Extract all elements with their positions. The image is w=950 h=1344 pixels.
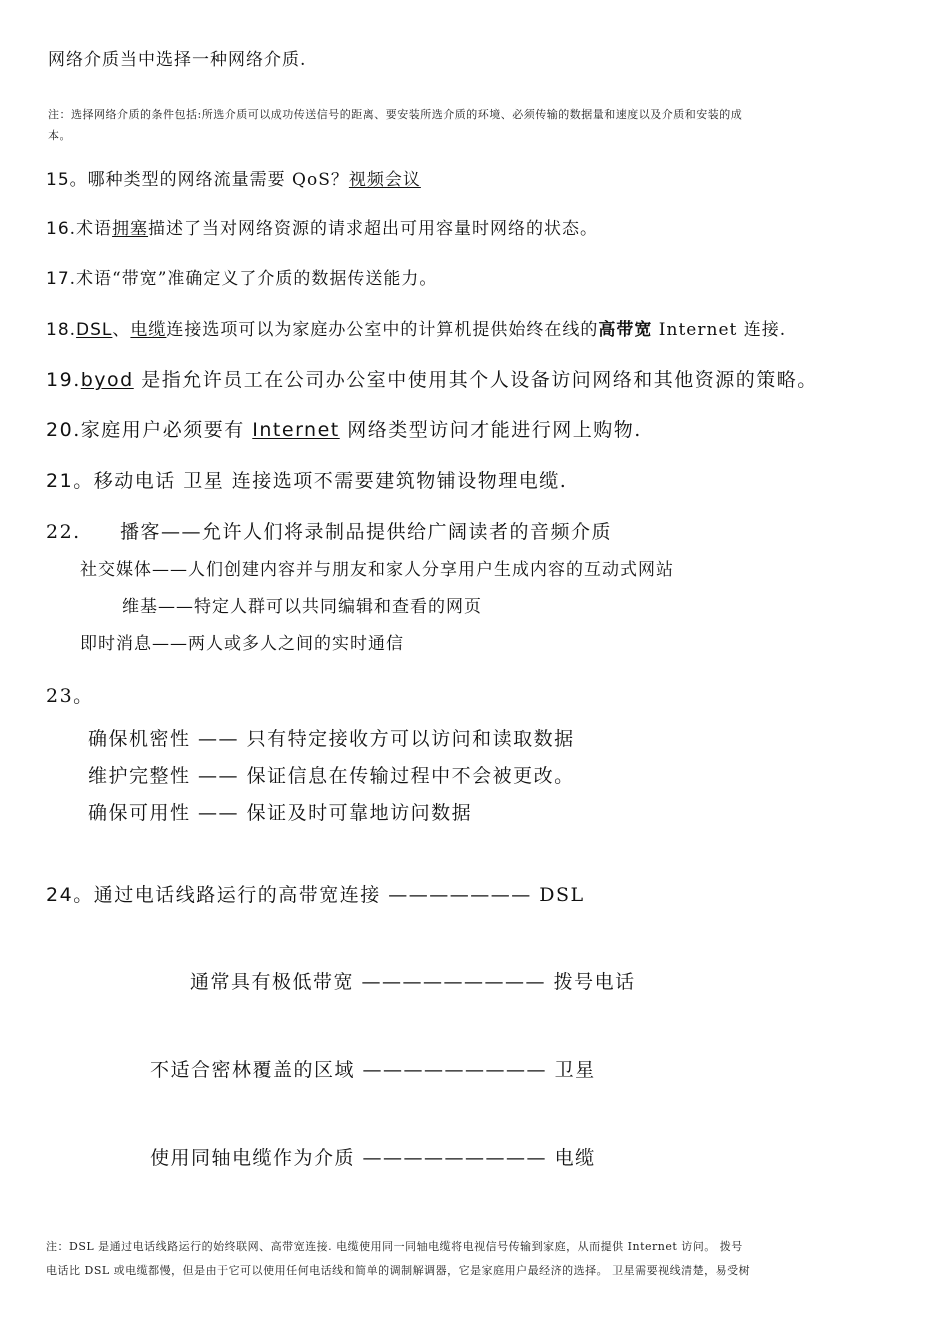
question-text: 是指允许员工在公司办公室中使用其个人设备访问网络和其他资源的策略。 xyxy=(133,369,818,391)
question-text: 。哪种类型的网络流量需要 QoS？ xyxy=(69,170,349,190)
question-text-post: 网络类型访问才能进行网上购物. xyxy=(339,419,642,441)
note-line-2: 本。 xyxy=(48,129,71,142)
note-line-1: 注：选择网络介质的条件包括:所选介质可以成功传送信号的距离、要安装所选介质的环境、必须传输的数据量和速度以及介质和安装的成 xyxy=(48,108,743,121)
q22-item-podcast: 播客——允许人们将录制品提供给广阔读者的音频介质 xyxy=(120,521,613,543)
answer-dsl: DSL xyxy=(76,320,113,340)
note2-line-1: 注：DSL 是通过电话线路运行的始终联网、高带宽连接. 电缆使用同一同轴电缆将电视信号传输到家庭，从而提供 Internet 访问。 拨号 xyxy=(46,1240,743,1253)
bold-keyword: 高带宽 xyxy=(598,320,653,340)
q23-item-availability: 确保可用性 —— 保证及时可靠地访问数据 xyxy=(88,802,473,824)
question-24 xyxy=(46,883,585,907)
answer-underlined: Internet xyxy=(252,419,340,441)
question-text-post: Internet 连接. xyxy=(652,320,787,340)
question-text: .术语“带宽”准确定义了介质的数据传送能力。 xyxy=(69,269,438,289)
q22-item-instant-messaging: 即时消息——两人或多人之间的实时通信 xyxy=(80,634,404,654)
question-number: 21 xyxy=(46,470,74,492)
q24-item-satellite: 不适合密林覆盖的区域 ————————— 卫星 xyxy=(150,1059,596,1081)
q22-item-social-media: 社交媒体——人们创建内容并与朋友和家人分享用户生成内容的互动式网站 xyxy=(80,560,674,580)
intro-text: 网络介质当中选择一种网络介质. xyxy=(48,50,307,70)
q23-item-integrity: 维护完整性 —— 保证信息在传输过程中不会被更改。 xyxy=(88,765,575,787)
q23-item-confidentiality: 确保机密性 —— 只有特定接收方可以访问和读取数据 xyxy=(88,728,575,750)
question-15 xyxy=(46,170,421,190)
question-number: 24 xyxy=(46,884,74,906)
question-22-number: 22. xyxy=(46,521,81,543)
note2-line-2: 电话比 DSL 或电缆都慢，但是由于它可以使用任何电话线和简单的调制解调器，它是家庭用户最经济的选择。 卫星需要视线清楚，易受树 xyxy=(46,1264,751,1277)
question-text: 。通过电话线路运行的高带宽连接 ——————— DSL xyxy=(73,884,585,906)
question-number: 20 xyxy=(46,419,74,441)
q22-item-wiki: 维基——特定人群可以共同编辑和查看的网页 xyxy=(122,597,482,617)
answer-underlined: 视频会议 xyxy=(348,170,421,190)
answer-underlined: 拥塞 xyxy=(112,219,149,239)
question-number: 18 xyxy=(46,320,70,340)
question-number: 16 xyxy=(46,219,70,239)
question-number: 17 xyxy=(46,269,70,289)
q24-item-cable: 使用同轴电缆作为介质 ————————— 电缆 xyxy=(150,1147,596,1169)
question-20 xyxy=(46,418,642,442)
answer-underlined: byod xyxy=(80,369,134,391)
question-text-pre: .家庭用户必须要有 xyxy=(73,419,253,441)
question-number: 19 xyxy=(46,369,74,391)
q24-item-dialup: 通常具有极低带宽 ————————— 拨号电话 xyxy=(190,971,636,993)
question-23-number: 23。 xyxy=(46,685,94,707)
separator-dot: . xyxy=(73,369,81,391)
question-21 xyxy=(46,469,567,493)
separator-dot: . xyxy=(69,320,77,340)
question-17 xyxy=(46,269,437,289)
question-text-pre: .术语 xyxy=(69,219,113,239)
question-16 xyxy=(46,219,598,239)
answer-cable: 电缆 xyxy=(130,320,167,340)
question-number: 15 xyxy=(46,170,70,190)
separator: 、 xyxy=(112,320,131,340)
question-19 xyxy=(46,368,818,392)
question-text-post: 描述了当对网络资源的请求超出可用容量时网络的状态。 xyxy=(148,219,599,239)
question-text-mid: 连接选项可以为家庭办公室中的计算机提供始终在线的 xyxy=(166,320,599,340)
question-18 xyxy=(46,320,786,340)
question-text: 。移动电话 卫星 连接选项不需要建筑物铺设物理电缆. xyxy=(73,470,568,492)
